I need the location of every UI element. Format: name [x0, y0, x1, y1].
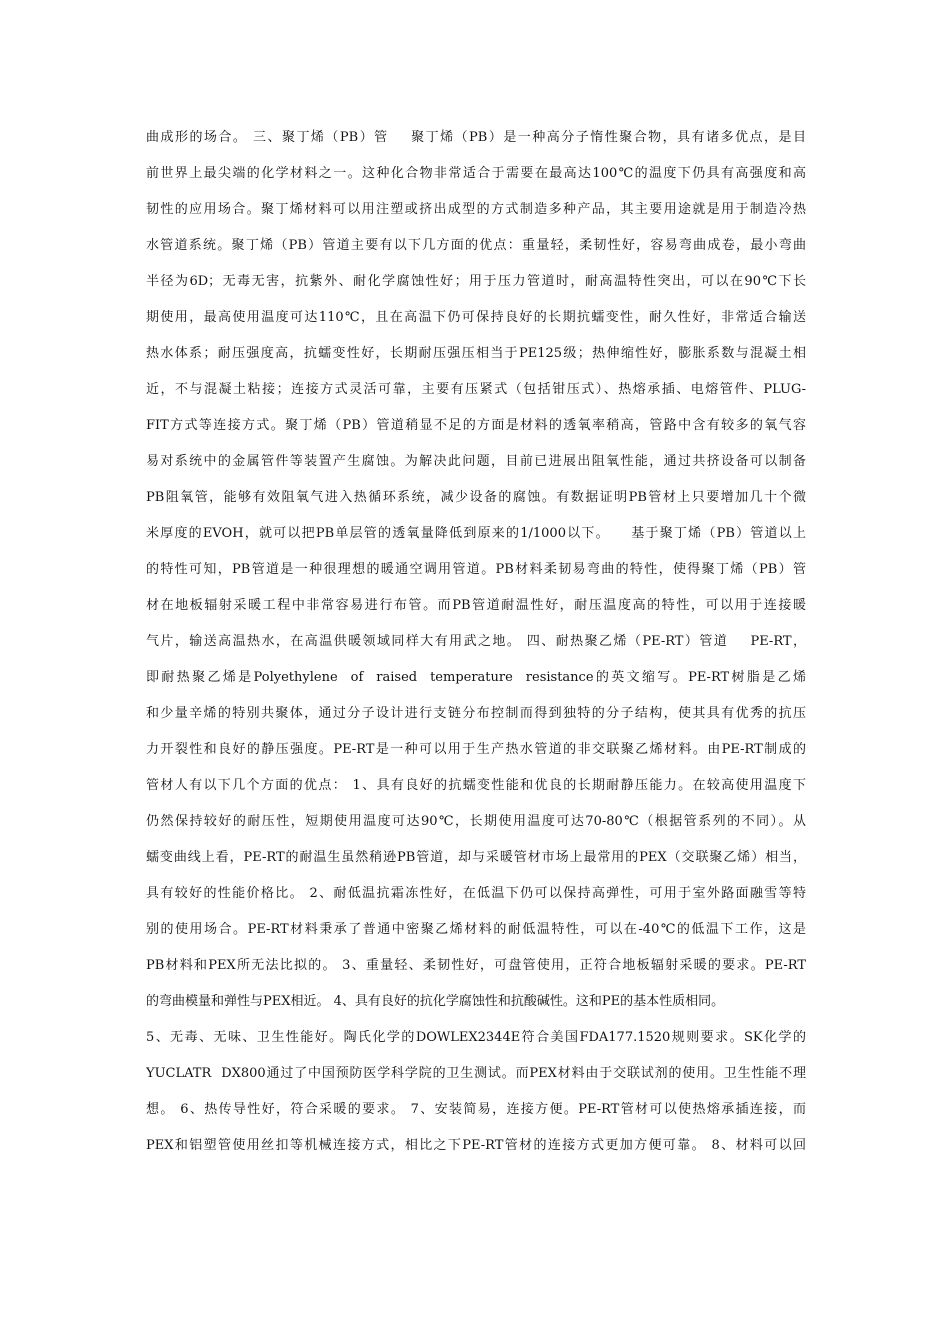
text-line-18: 力开裂性和良好的静压强度。PE-RT是一种可以用于生产热水管道的非交联聚乙烯材料。由PE-RT制成的 — [146, 742, 806, 757]
text-line-9: FIT方式等连接方式。聚丁烯（PB）管道稍显不足的方面是材料的透氧率稍高，管路中含有较多的氧气容 — [146, 418, 806, 433]
text-line-29: PEX和铝塑管使用丝扣等机械连接方式，相比之下PE-RT管材的连接方式更加方便可靠。 8、材料可以回 — [146, 1138, 806, 1153]
text-line-7: 热水体系；耐压强度高，抗蠕变性好，长期耐压强压相当于PE125级；热伸缩性好，膨胀系数与混凝土相 — [146, 346, 806, 361]
text-line-22: 具有较好的性能价格比。 2、耐低温抗霜冻性好，在低温下仍可以保持高弹性，可用于室外路面融雪等特 — [146, 886, 806, 901]
text-line-20: 仍然保持较好的耐压性，短期使用温度可达90℃，长期使用温度可达70-80℃（根据管系列的不同）。从 — [146, 814, 806, 829]
text-line-19: 管材人有以下几个方面的优点： 1、具有良好的抗蠕变性能和优良的长期耐静压能力。在较高使用温度下 — [146, 778, 806, 793]
body-text — [146, 120, 806, 1164]
text-line-28: 想。 6、热传导性好，符合采暖的要求。 7、安装简易，连接方便。PE-RT管材可以使热熔承插连接，而 — [146, 1102, 806, 1117]
text-line-26: 5、无毒、无味、卫生性能好。陶氏化学的DOWLEX2344E符合美国FDA177.1520规则要求。SK化学的 — [146, 1030, 806, 1045]
text-line-16: 即耐热聚乙烯是Polyethylene of raised temperature resistance的英文缩写。PE-RT树脂是乙烯 — [146, 670, 806, 685]
text-line-23: 别的使用场合。PE-RT材料秉承了普通中密聚乙烯材料的耐低温特性，可以在-40℃的低温下工作，这是 — [146, 922, 806, 937]
text-line-27: YUCLATR DX800通过了中国预防医学科学院的卫生测试。而PEX材料由于交联试剂的使用。卫生性能不理 — [146, 1066, 806, 1081]
text-line-15: 气片，输送高温热水，在高温供暖领域同样大有用武之地。 四、耐热聚乙烯（PE-RT）管道 PE-RT， — [146, 634, 806, 649]
text-line-5: 半径为6D；无毒无害，抗紫外、耐化学腐蚀性好；用于压力管道时，耐高温特性突出，可以在90℃下长 — [146, 274, 806, 289]
text-line-25: 的弯曲模量和弹性与PEX相近。 4、具有良好的抗化学腐蚀性和抗酸碱性。这和PE的基本性质相同。 — [146, 994, 725, 1009]
text-line-6: 期使用，最高使用温度可达110℃，且在高温下仍可保持良好的长期抗蠕变性，耐久性好，非常适合输送 — [146, 310, 806, 325]
text-line-3: 韧性的应用场合。聚丁烯材料可以用注塑或挤出成型的方式制造多种产品，其主要用途就是用于制造冷热 — [146, 202, 806, 217]
text-line-13: 的特性可知，PB管道是一种很理想的暖通空调用管道。PB材料柔韧易弯曲的特性，使得聚丁烯（PB）管 — [146, 562, 806, 577]
text-line-11: PB阻氧管，能够有效阻氧气进入热循环系统，减少设备的腐蚀。有数据证明PB管材上只要增加几十个微 — [146, 490, 806, 505]
text-line-1: 曲成形的场合。 三、聚丁烯（PB）管 聚丁烯（PB）是一种高分子惰性聚合物，具有诸多优点，是目 — [146, 130, 806, 145]
text-line-8: 近，不与混凝土粘接；连接方式灵活可靠，主要有压紧式（包括钳压式）、热熔承插、电熔管件、PLUG- — [146, 382, 806, 397]
text-line-21: 蠕变曲线上看，PE-RT的耐温生虽然稍逊PB管道，却与采暖管材市场上最常用的PEX（交联聚乙烯）相当， — [146, 850, 806, 865]
text-line-10: 易对系统中的金属管件等装置产生腐蚀。为解决此问题，目前已进展出阻氧性能，通过共挤设备可以制备 — [146, 454, 806, 469]
text-line-17: 和少量辛烯的特别共聚体，通过分子设计进行支链分布控制而得到独特的分子结构，使其具有优秀的抗压 — [146, 706, 806, 721]
text-line-14: 材在地板辐射采暖工程中非常容易进行布管。而PB管道耐温性好，耐压温度高的特性，可以用于连接暖 — [146, 598, 806, 613]
text-line-4: 水管道系统。聚丁烯（PB）管道主要有以下几方面的优点：重量轻，柔韧性好，容易弯曲成卷，最小弯曲 — [146, 238, 806, 253]
text-line-12: 米厚度的EVOH，就可以把PB单层管的透氧量降低到原来的1/1000以下。 基于聚丁烯（PB）管道以上 — [146, 526, 806, 541]
text-line-24: PB材料和PEX所无法比拟的。 3、重量轻、柔韧性好，可盘管使用，正符合地板辐射采暖的要求。PE-RT — [146, 958, 806, 973]
text-line-2: 前世界上最尖端的化学材料之一。这种化合物非常适合于需要在最高达100℃的温度下仍具有高强度和高 — [146, 166, 806, 181]
